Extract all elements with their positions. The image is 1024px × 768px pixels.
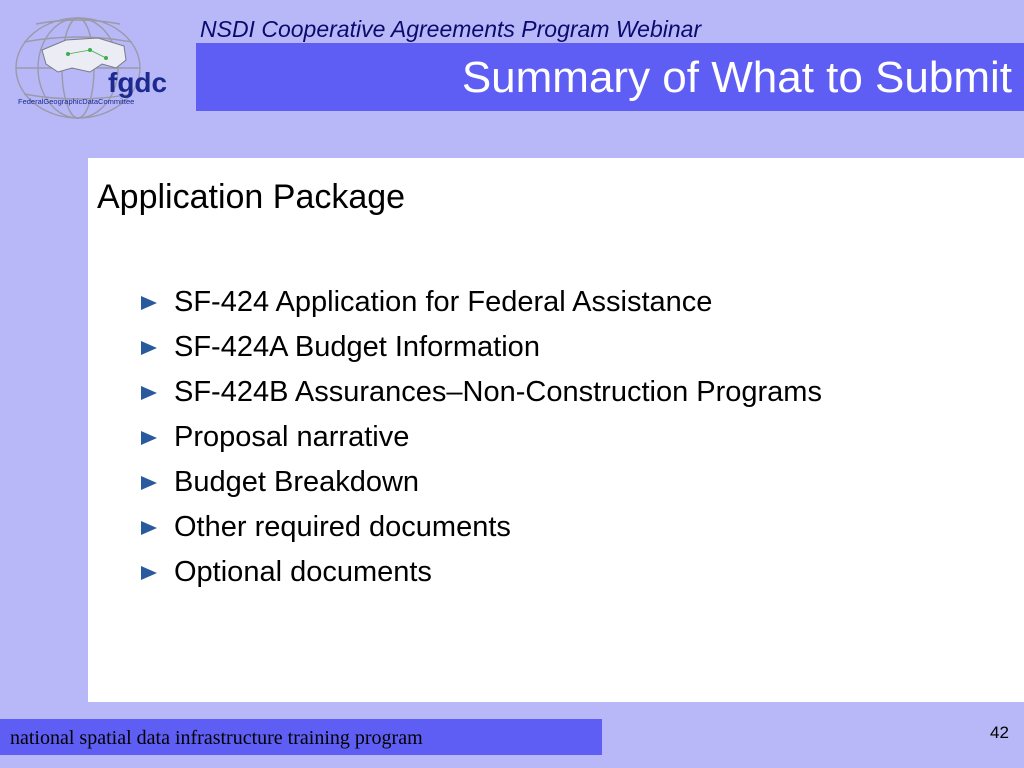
footer-program-text: national spatial data infrastructure training program	[10, 727, 423, 749]
section-heading: Application Package	[97, 178, 406, 216]
fgdc-logo-acronym: fgdc	[108, 67, 168, 98]
bullet-item	[138, 550, 822, 595]
bullet-text: SF-424A Budget Information	[174, 331, 540, 363]
bullet-item	[138, 325, 822, 370]
bullet-item	[138, 460, 822, 505]
bullet-text: Budget Breakdown	[174, 466, 420, 498]
bullet-text: Other required documents	[174, 511, 511, 543]
bullet-item	[138, 505, 822, 550]
triangle-right-icon	[138, 475, 160, 491]
bullet-item	[138, 280, 822, 325]
fgdc-logo-full-name: FederalGeographicDataCommittee	[18, 97, 135, 106]
content-panel	[88, 158, 1024, 702]
globe-map-icon	[6, 10, 176, 120]
triangle-right-icon	[138, 295, 160, 311]
bullet-item	[138, 415, 822, 460]
page-number: 42	[990, 723, 1009, 742]
slide-title: Summary of What to Submit	[461, 53, 1012, 102]
bullet-text: Proposal narrative	[174, 421, 410, 453]
footer-bar	[0, 719, 602, 755]
webinar-title: NSDI Cooperative Agreements Program Webinar	[200, 16, 702, 42]
triangle-right-icon	[138, 565, 160, 581]
triangle-right-icon	[138, 520, 160, 536]
bullet-text: Optional documents	[174, 556, 432, 588]
bullet-text: SF-424 Application for Federal Assistance	[174, 286, 713, 318]
triangle-right-icon	[138, 430, 160, 446]
fgdc-logo	[6, 10, 176, 120]
triangle-right-icon	[138, 340, 160, 356]
bullet-list	[138, 280, 822, 595]
triangle-right-icon	[138, 385, 160, 401]
bullet-item	[138, 370, 822, 415]
bullet-text: SF-424B Assurances–Non-Construction Programs	[174, 376, 822, 408]
title-bar	[196, 43, 1024, 111]
